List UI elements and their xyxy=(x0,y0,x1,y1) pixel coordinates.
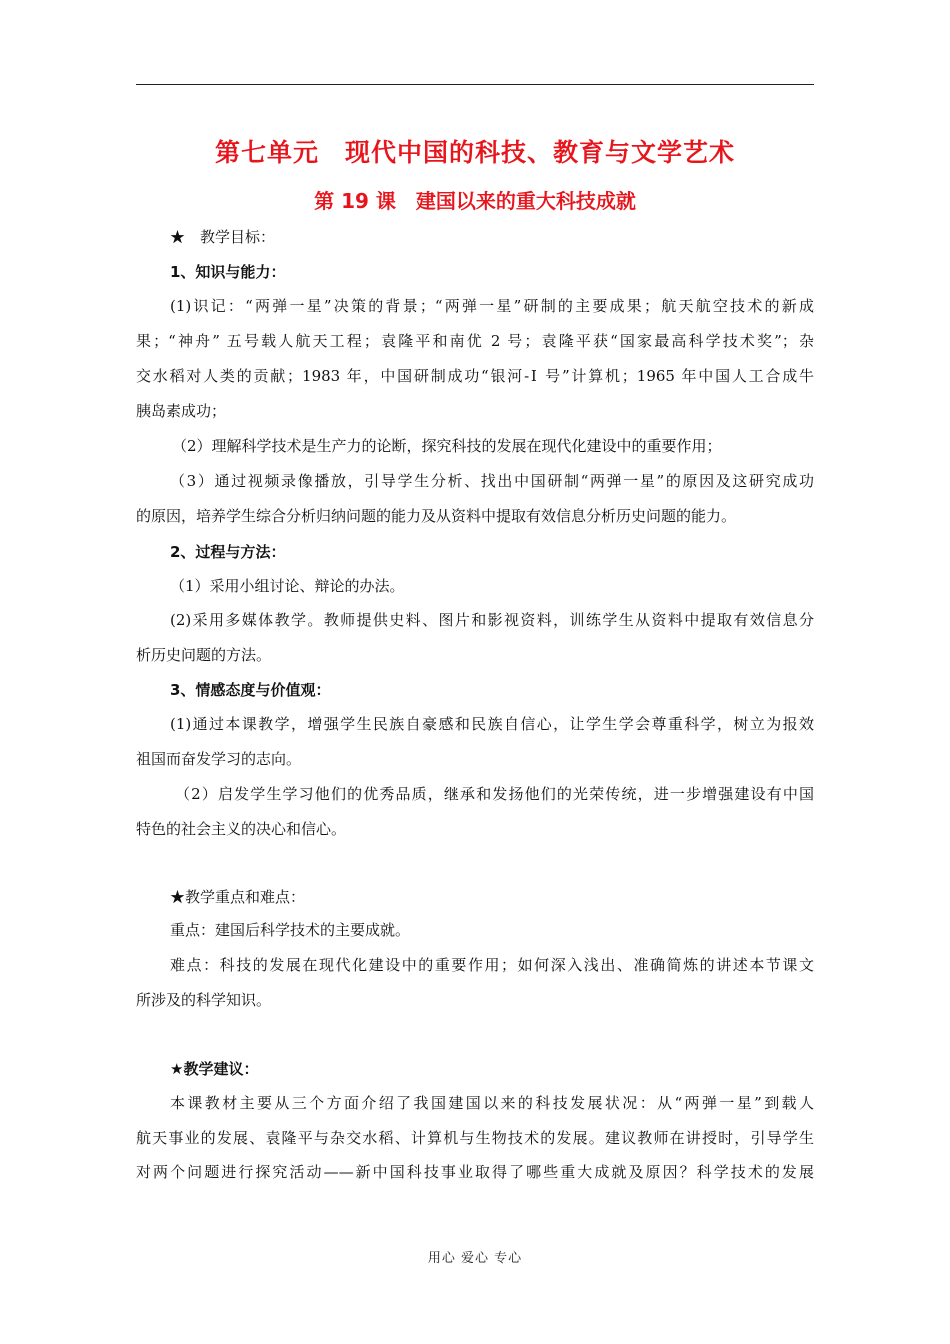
knowledge-heading: 1、知识与能力： xyxy=(170,263,286,281)
knowledge-p1-line3: 交水稻对人类的贡献；1983 年，中国研制成功“银河-Ⅰ 号”计算机；1965 年中国人工合成牛 xyxy=(136,367,814,385)
values-p1-line2: 祖国而奋发学习的志向。 xyxy=(136,750,302,768)
difficult-point-line1: 难点：科技的发展在现代化建设中的重要作用；如何深入浅出、准确简炼的讲述本节课文 xyxy=(170,956,814,974)
lesson-title: 第 19 课 建国以来的重大科技成就 xyxy=(314,189,636,213)
page-footer: 用心 爱心 专心 xyxy=(427,1251,523,1266)
key-point: 重点：建国后科学技术的主要成就。 xyxy=(170,921,411,939)
knowledge-p1-line4: 胰岛素成功； xyxy=(136,402,227,420)
values-heading: 3、情感态度与价值观： xyxy=(170,681,331,699)
values-p2-line1: （2）启发学生学习他们的优秀品质，继承和发扬他们的光荣传统，进一步增强建设有中国 xyxy=(175,785,814,803)
knowledge-p2: （2）理解科学技术是生产力的论断，探究科技的发展在现代化建设中的重要作用； xyxy=(172,437,722,455)
difficult-point-line2: 所涉及的科学知识。 xyxy=(136,991,272,1009)
knowledge-p1-line2: 果；“神舟” 五号载人航天工程；袁隆平和南优 2 号；袁隆平获“国家最高科学技术奖”；杂 xyxy=(136,332,814,350)
header-rule xyxy=(136,84,814,85)
process-p1: （1）采用小组讨论、辩论的办法。 xyxy=(170,577,405,595)
values-p1-line1: (1)通过本课教学，增强学生民族自豪感和民族自信心，让学生学会尊重科学，树立为报效 xyxy=(170,715,814,733)
knowledge-p3-line1: （3）通过视频录像播放，引导学生分析、找出中国研制“两弹一星”的原因及这研究成功 xyxy=(170,472,814,490)
knowledge-p1-line1: (1)识记：“两弹一星”决策的背景；“两弹一星”研制的主要成果；航天航空技术的新成 xyxy=(170,297,814,315)
values-p2-line2: 特色的社会主义的决心和信心。 xyxy=(136,820,347,838)
key-points-heading: ★教学重点和难点： xyxy=(170,888,306,906)
suggestions-line2: 航天事业的发展、袁隆平与杂交水稻、计算机与生物技术的发展。建议教师在讲授时，引导学生 xyxy=(136,1129,814,1147)
process-p2-line2: 析历史问题的方法。 xyxy=(136,646,272,664)
suggestions-heading: ★教学建议： xyxy=(170,1060,259,1078)
knowledge-p3-line2: 的原因，培养学生综合分析归纳问题的能力及从资料中提取有效信息分析历史问题的能力。 xyxy=(136,507,737,525)
process-heading: 2、过程与方法： xyxy=(170,543,286,561)
process-p2-line1: (2)采用多媒体教学。教师提供史料、图片和影视资料，训练学生从资料中提取有效信息分 xyxy=(170,611,814,629)
suggestions-line1: 本课教材主要从三个方面介绍了我国建国以来的科技发展状况：从“两弹一星”到载人 xyxy=(170,1094,814,1112)
objectives-heading: ★ 教学目标： xyxy=(170,228,276,246)
suggestions-line3: 对两个问题进行探究活动——新中国科技事业取得了哪些重大成就及原因？科学技术的发展 xyxy=(136,1163,814,1181)
unit-title: 第七单元 现代中国的科技、教育与文学艺术 xyxy=(214,138,735,167)
